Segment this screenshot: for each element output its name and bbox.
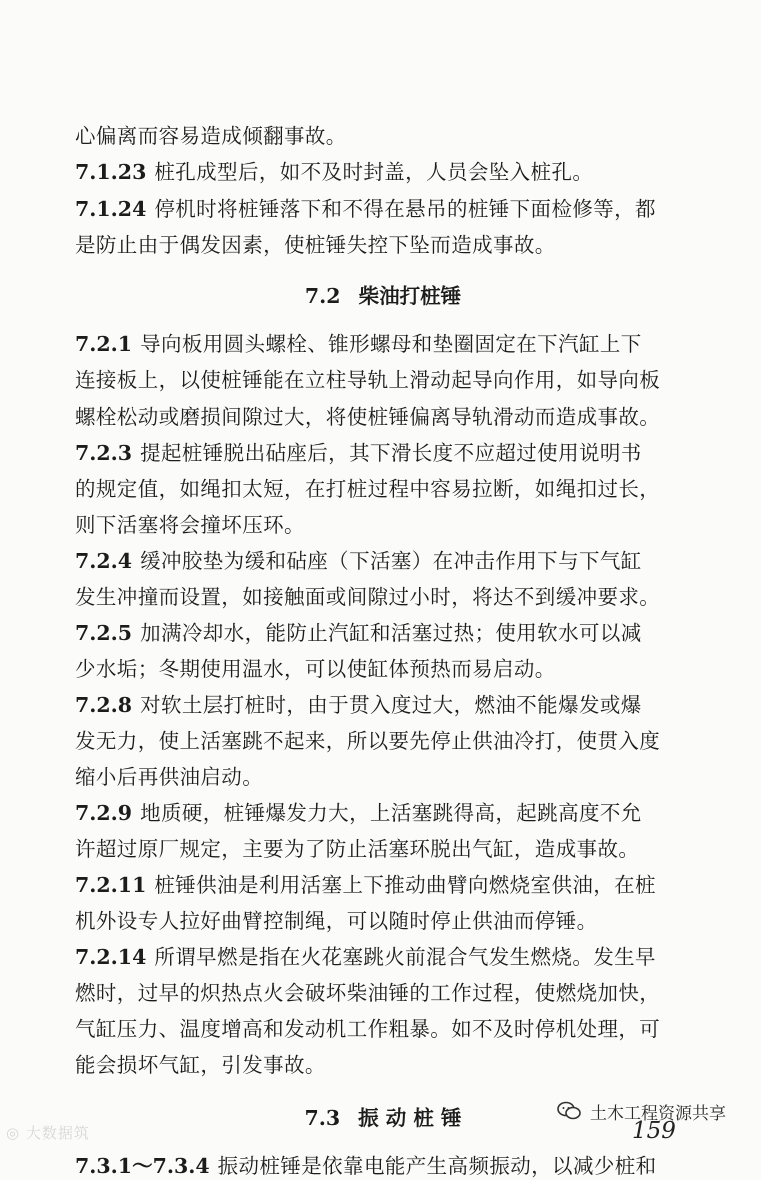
clause-7-2-1: 7.2.1 导向板用圆头螺栓、锥形螺母和垫圈固定在下汽缸上下	[75, 332, 642, 356]
text-line: 则下活塞将会撞坏压环。	[75, 513, 305, 537]
text-line: 是防止由于偶发因素，使桩锤失控下坠而造成事故。	[75, 233, 556, 257]
clause-number: 7.1.23	[75, 160, 147, 184]
clause-number: 7.2.14	[75, 945, 147, 969]
clause-number: 7.2.1	[75, 332, 133, 356]
text-line: 能会损坏气缸，引发事故。	[75, 1053, 326, 1077]
text-line: 少水垢；冬期使用温水，可以使缸体预热而易启动。	[75, 657, 556, 681]
text-line: 发无力，使上活塞跳不起来，所以要先停止供油冷打，使贯入度	[75, 729, 661, 753]
clause-7-1-23: 7.1.23 桩孔成型后，如不及时封盖，人员会坠入桩孔。	[75, 160, 594, 184]
text-line: 螺栓松动或磨损间隙过大，将使桩锤偏离导轨滑动而造成事故。	[75, 405, 661, 429]
clause-number: 7.2.9	[75, 801, 133, 825]
clause-7-2-4: 7.2.4 缓冲胶垫为缓和砧座（下活塞）在冲击作用下与下气缸	[75, 549, 642, 573]
clause-7-2-11: 7.2.11 桩锤供油是利用活塞上下推动曲臂向燃烧室供油，在桩	[75, 873, 656, 897]
clause-7-3-1-to-7-3-4: 7.3.1～7.3.4 振动桩锤是依靠电能产生高频振动，以减少桩和	[75, 1154, 657, 1178]
watermark-right: 土木工程资源共享	[556, 1093, 726, 1129]
camera-icon: ◎	[6, 1124, 21, 1142]
clause-7-2-3: 7.2.3 提起桩锤脱出砧座后，其下滑长度不应超过使用说明书	[75, 441, 642, 465]
clause-number: 7.3.1～7.3.4	[75, 1154, 210, 1178]
text-line: 机外设专人拉好曲臂控制绳，可以随时停止供油而停锤。	[75, 909, 598, 933]
clause-7-2-5: 7.2.5 加满冷却水，能防止汽缸和活塞过热；使用软水可以减	[75, 621, 642, 645]
text-line: 的规定值，如绳扣太短，在打桩过程中容易拉断，如绳扣过长，	[75, 477, 661, 501]
text-line: 气缸压力、温度增高和发动机工作粗暴。如不及时停机处理，可	[75, 1017, 661, 1041]
clause-7-2-8: 7.2.8 对软土层打桩时，由于贯入度过大，燃油不能爆发或爆	[75, 693, 642, 717]
clause-7-1-24: 7.1.24 停机时将桩锤落下和不得在悬吊的桩锤下面检修等，都	[75, 197, 656, 221]
page-number: 159	[632, 1118, 676, 1144]
text-line: 发生冲撞而设置，如接触面或间隙过小时，将达不到缓冲要求。	[75, 585, 661, 609]
clause-number: 7.2.4	[75, 549, 133, 573]
clause-number: 7.2.3	[75, 441, 133, 465]
clause-7-2-14: 7.2.14 所谓早燃是指在火花塞跳火前混合气发生燃烧。发生早	[75, 945, 656, 969]
section-heading-7-3: 7.3 振 动 桩 锤	[304, 1106, 462, 1130]
text-line: 燃时，过早的炽热点火会破坏柴油锤的工作过程，使燃烧加快，	[75, 981, 661, 1005]
clause-number: 7.2.5	[75, 621, 133, 645]
clause-7-2-9: 7.2.9 地质硬，桩锤爆发力大，上活塞跳得高，起跳高度不允	[75, 801, 642, 825]
section-heading-7-2: 7.2 柴油打桩锤	[304, 284, 462, 308]
text-line: 许超过原厂规定，主要为了防止活塞环脱出气缸，造成事故。	[75, 837, 640, 861]
clause-number: 7.1.24	[75, 197, 147, 221]
text-line: 心偏离而容易造成倾翻事故。	[75, 124, 347, 148]
text-line: 缩小后再供油启动。	[75, 765, 264, 789]
clause-number: 7.2.8	[75, 693, 133, 717]
clause-number: 7.2.11	[75, 873, 147, 897]
text-line: 连接板上，以使桩锤能在立柱导轨上滑动起导向作用，如导向板	[75, 368, 661, 392]
watermark-left: ◎ 大数据筑	[6, 1124, 90, 1142]
wechat-icon	[556, 1098, 582, 1124]
